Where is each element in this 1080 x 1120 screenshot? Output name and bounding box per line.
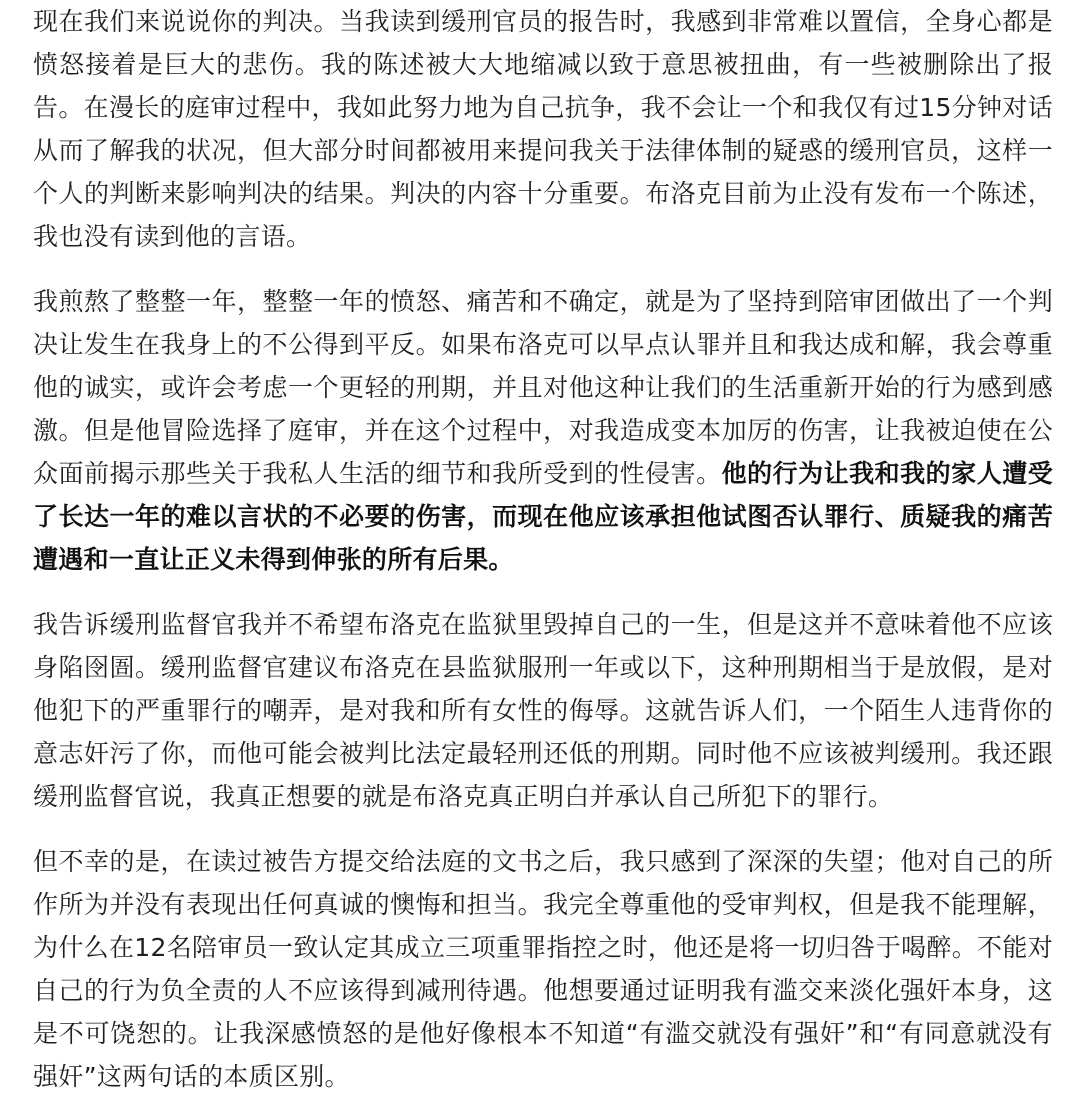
paragraph-1-text: 现在我们来说说你的判决。当我读到缓刑官员的报告时，我感到非常难以置信，全身心都是愤怒接着是巨大的悲伤。我的陈述被大大地缩减以致于意思被扭曲，有一些被删除出了报告。在漫长的庭审过程中，我如此努力地为自己抗争，我不会让一个和我仅有过15分钟对话从而了解我的状况，但大部分时间都被用来提问我关于法律体制的疑惑的缓刑官员，这样一个人的判断来影响判决的结果。判决的内容十分重要。布洛克目前为止没有发布一个陈述，我也没有读到他的言语。	[33, 7, 1053, 251]
article-body	[33, 0, 1053, 1120]
paragraph-3-text: 我告诉缓刑监督官我并不希望布洛克在监狱里毁掉自己的一生，但是这并不意味着他不应该身陷囹圄。缓刑监督官建议布洛克在县监狱服刑一年或以下，这种刑期相当于是放假，是对他犯下的严重罪行的嘲弄，是对我和所有女性的侮辱。这就告诉人们，一个陌生人违背你的意志奸污了你，而他可能会被判比法定最轻刑还低的刑期。同时他不应该被判缓刑。我还跟缓刑监督官说，我真正想要的就是布洛克真正明白并承认自己所犯下的罪行。	[33, 610, 1053, 811]
paragraph-2	[33, 280, 1053, 581]
paragraph-4	[33, 840, 1053, 1098]
paragraph-2-text: 我煎熬了整整一年，整整一年的愤怒、痛苦和不确定，就是为了坚持到陪审团做出了一个判决让发生在我身上的不公得到平反。如果布洛克可以早点认罪并且和我达成和解，我会尊重他的诚实，或许会考虑一个更轻的刑期，并且对他这种让我们的生活重新开始的行为感到感激。但是他冒险选择了庭审，并在这个过程中，对我造成变本加厉的伤害，让我被迫使在公众面前揭示那些关于我私人生活的细节和我所受到的性侵害。	[33, 287, 1053, 488]
paragraph-1	[33, 0, 1053, 258]
paragraph-4-text: 但不幸的是，在读过被告方提交给法庭的文书之后，我只感到了深深的失望；他对自己的所作所为并没有表现出任何真诚的懊悔和担当。我完全尊重他的受审判权，但是我不能理解，为什么在12名陪审员一致认定其成立三项重罪指控之时，他还是将一切归咎于喝醉。不能对自己的行为负全责的人不应该得到减刑待遇。他想要通过证明我有滥交来淡化强奸本身，这是不可饶恕的。让我深感愤怒的是他好像根本不知道“有滥交就没有强奸”和“有同意就没有强奸”这两句话的本质区别。	[33, 847, 1053, 1091]
paragraph-3	[33, 603, 1053, 818]
paragraph-2-bold-text: 他的行为让我和我的家人遭受了长达一年的难以言状的不必要的伤害，而现在他应该承担他试图否认罪行、质疑我的痛苦遭遇和一直让正义未得到伸张的所有后果。	[33, 459, 1053, 574]
